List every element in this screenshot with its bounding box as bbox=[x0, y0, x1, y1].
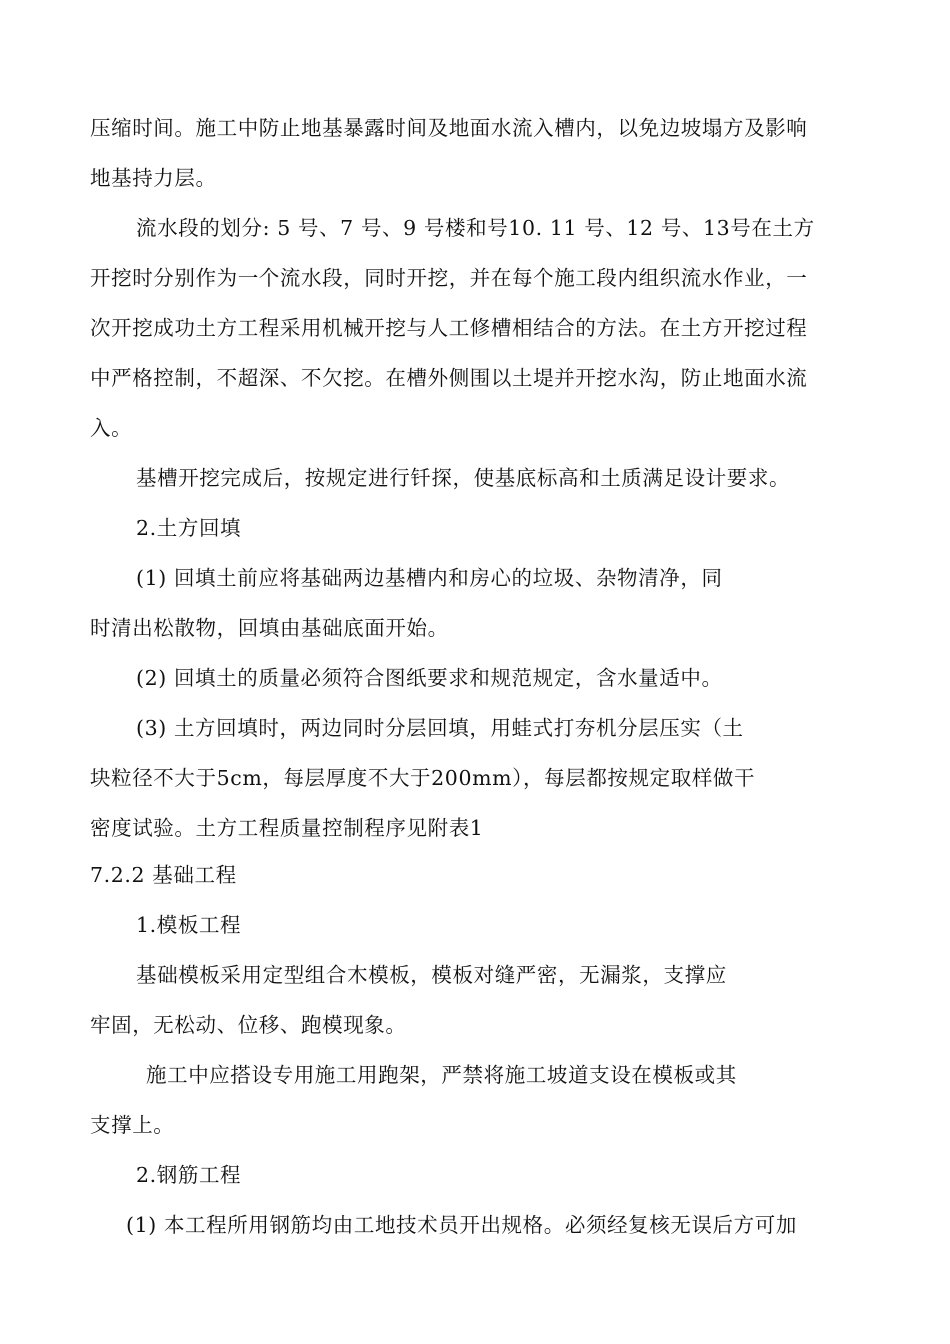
text-line: 次开挖成功土方工程采用机械开挖与人工修槽相结合的方法。在土方开挖过程 bbox=[90, 316, 808, 340]
text-line: 流水段的划分: 5 号、7 号、9 号楼和号10. 11 号、12 号、13号在土方 bbox=[136, 216, 815, 240]
text-line: 时清出松散物，回填由基础底面开始。 bbox=[90, 616, 449, 640]
text-line: (1) 本工程所用钢筋均由工地技术员开出规格。必须经复核无误后方可加 bbox=[126, 1213, 797, 1237]
text-line: (1) 回填土前应将基础两边基槽内和房心的垃圾、杂物清净，同 bbox=[136, 566, 723, 590]
text-line: 支撑上。 bbox=[90, 1113, 175, 1137]
text-line: 施工中应搭设专用施工用跑架，严禁将施工坡道支设在模板或其 bbox=[146, 1063, 737, 1087]
text-line: (2) 回填土的质量必须符合图纸要求和规范规定，含水量适中。 bbox=[136, 666, 723, 690]
text-line: 中严格控制，不超深、不欠挖。在槽外侧围以土堤并开挖水沟，防止地面水流 bbox=[90, 366, 808, 390]
text-line: 基础模板采用定型组合木模板，模板对缝严密，无漏浆，支撑应 bbox=[136, 963, 727, 987]
text-line: 地基持力层。 bbox=[90, 166, 217, 190]
section-heading: 7.2.2 基础工程 bbox=[90, 863, 237, 887]
text-line: 压缩时间。施工中防止地基暴露时间及地面水流入槽内，以免边坡塌方及影响 bbox=[90, 116, 808, 140]
text-line: 开挖时分别作为一个流水段，同时开挖，并在每个施工段内组织流水作业，一 bbox=[90, 266, 808, 290]
text-line: 基槽开挖完成后，按规定进行钎探，使基底标高和土质满足设计要求。 bbox=[136, 466, 791, 490]
text-line: 牢固，无松动、位移、跑模现象。 bbox=[90, 1013, 407, 1037]
text-line: 入。 bbox=[90, 416, 133, 440]
section-heading: 1.模板工程 bbox=[136, 913, 242, 937]
section-heading: 2.钢筋工程 bbox=[136, 1163, 242, 1187]
text-line: (3) 土方回填时，两边同时分层回填，用蛙式打夯机分层压实（土 bbox=[136, 716, 744, 740]
text-line: 密度试验。土方工程质量控制程序见附表1 bbox=[90, 816, 484, 840]
text-line: 块粒径不大于5cm，每层厚度不大于200mm），每层都按规定取样做干 bbox=[90, 766, 756, 790]
section-heading: 2.土方回填 bbox=[136, 516, 242, 540]
